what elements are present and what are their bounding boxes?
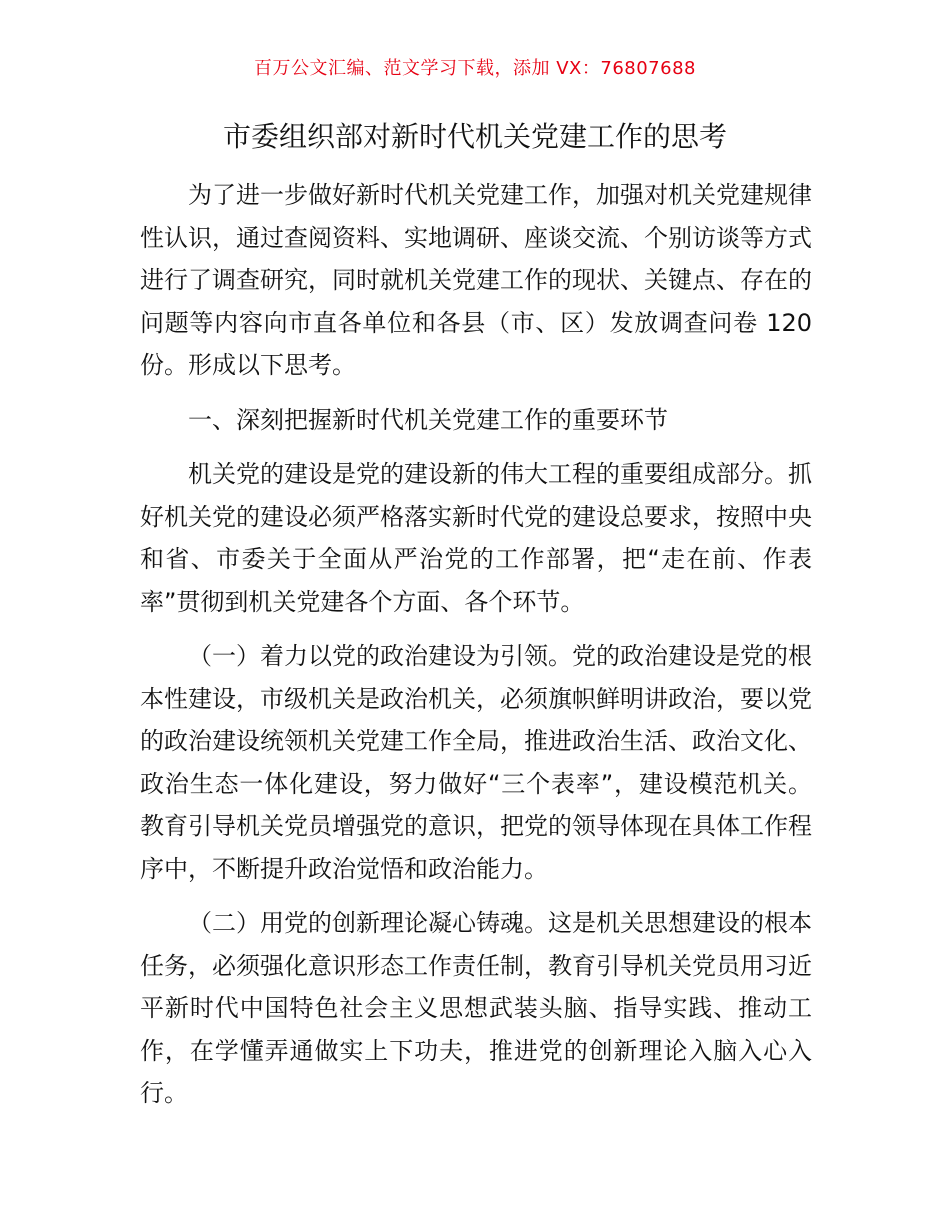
document-body — [140, 174, 812, 1127]
paragraph-section-1-intro: 机关党的建设是党的建设新的伟大工程的重要组成部分。抓好机关党的建设必须严格落实新时代党的建设总要求，按照中央和省、市委关于全面从严治党的工作部署，把“走在前、作表率”贯彻到机关党建各个方面、各个环节。 — [140, 460, 812, 616]
paragraph-subsection-2: （二）用党的创新理论凝心铸魂。这是机关思想建设的根本任务，必须强化意识形态工作责任制，教育引导机关党员用习近平新时代中国特色社会主义思想武装头脑、指导实践、推动工作，在学懂弄通做实上下功夫，推进党的创新理论入脑入心入行。 — [140, 909, 812, 1107]
header-watermark-text: 百万公文汇编、范文学习下载，添加 VX：76807688 — [254, 58, 696, 79]
section-heading-1: 一、深刻把握新时代机关党建工作的重要环节 — [188, 405, 668, 434]
paragraph-intro: 为了进一步做好新时代机关党建工作，加强对机关党建规律性认识，通过查阅资料、实地调研、座谈交流、个别访谈等方式进行了调查研究，同时就机关党建工作的现状、关键点、存在的问题等内容向市直各单位和各县（市、区）发放调查问卷 120 份。形成以下思考。 — [140, 181, 812, 379]
paragraph-subsection-1: （一）着力以党的政治建设为引领。党的政治建设是党的根本性建设，市级机关是政治机关，必须旗帜鲜明讲政治，要以党的政治建设统领机关党建工作全局，推进政治生活、政治文化、政治生态一体化建设，努力做好“三个表率”，建设模范机关。教育引导机关党员增强党的意识，把党的领导体现在具体工作程序中，不断提升政治觉悟和政治能力。 — [140, 642, 812, 883]
document-title: 市委组织部对新时代机关党建工作的思考 — [222, 120, 727, 153]
